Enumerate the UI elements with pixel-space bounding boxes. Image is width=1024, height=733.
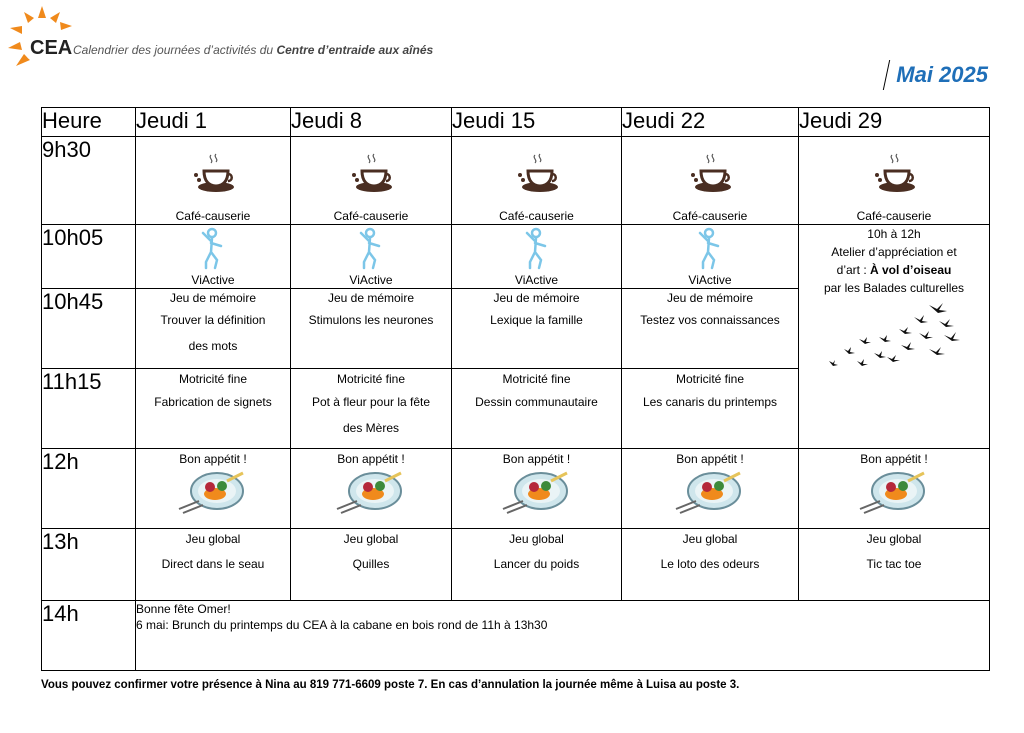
cafe-cell [622,137,799,225]
page-subtitle: Calendrier des journées d’activités du Centre d’entraide aux aînés [73,43,434,57]
jeu-global-label: Jeu global [682,532,738,546]
viactive-label: ViActive [514,273,559,287]
jeu-global-title: Le loto des odeurs [660,557,760,571]
time-label: 10h05 [42,225,136,289]
memoire-title-cont: des mots [188,339,238,353]
bon-appetit-label: Bon appétit ! [179,452,247,466]
viactive-cell [622,225,799,289]
meal-plate-icon [335,469,407,517]
viactive-label: ViActive [191,273,235,287]
viactive-label: ViActive [688,273,732,287]
col-header-day-4: Jeudi 22 [622,108,799,137]
motricite-label: Motricité fine [178,372,248,386]
stretching-person-icon [198,227,228,271]
atelier-line2: d’art : À vol d’oiseau [836,263,952,277]
cafe-cell [291,137,452,225]
meal-plate-icon [674,469,746,517]
memoire-title: Testez vos connaissances [640,313,780,327]
time-label: 11h15 [42,369,136,449]
jeu-global-cell [291,529,452,601]
jeu-global-title: Tic tac toe [866,557,922,571]
cafe-label: Café-causerie [856,209,932,223]
meal-plate-icon [177,469,249,517]
jeu-global-label: Jeu global [509,532,564,546]
jeu-global-label: Jeu global [185,532,241,546]
cafe-label: Café-causerie [499,209,574,223]
logo-text: CEA [30,37,73,59]
time-label: 9h30 [42,137,136,225]
cafe-cell [136,137,291,225]
col-header-day-1: Jeudi 1 [136,108,291,137]
motricite-label: Motricité fine [502,372,571,386]
stretching-person-icon [522,227,552,271]
row-12h [42,449,990,529]
cafe-label: Café-causerie [672,209,748,223]
memoire-label: Jeu de mémoire [327,291,415,305]
meal-cell [622,449,799,529]
jeu-global-cell [799,529,990,601]
coffee-cup-icon [513,151,561,195]
jeu-global-title: Lancer du poids [493,557,580,571]
time-label: 14h [42,601,136,671]
stretching-person-icon [356,227,386,271]
cafe-cell [452,137,622,225]
activity-calendar-table [41,107,990,671]
jeu-global-title: Quilles [352,557,390,571]
coffee-cup-icon [189,151,237,195]
jeu-global-label: Jeu global [866,532,922,546]
viactive-cell [452,225,622,289]
col-header-day-5: Jeudi 29 [799,108,990,137]
memoire-title: Lexique la famille [490,313,583,327]
memoire-cell [291,289,452,369]
motricite-title: Pot à fleur pour la fête [311,395,431,409]
meal-plate-icon [501,469,573,517]
footer-contact-note: Vous pouvez confirmer votre présence à Nina au 819 771-6609 poste 7. En cas d’annulation la journée même à Luisa au poste 3. [41,679,740,691]
atelier-line3: par les Balades culturelles [823,281,965,295]
memoire-label: Jeu de mémoire [493,291,580,305]
sun-logo-icon [6,4,78,70]
note-line: 6 mai: Brunch du printemps du CEA à la cabane en bois rond de 11h à 13h30 [136,618,548,632]
text-cursor [883,60,890,90]
bon-appetit-label: Bon appétit ! [502,452,571,466]
memoire-label: Jeu de mémoire [666,291,754,305]
motricite-cell [291,369,452,449]
row-13h [42,529,990,601]
flying-birds-icon [819,299,969,391]
bon-appetit-label: Bon appétit ! [337,452,405,466]
motricite-title: Les canaris du printemps [642,395,778,409]
coffee-cup-icon [870,151,918,195]
meal-cell [136,449,291,529]
motricite-cell [622,369,799,449]
motricite-label: Motricité fine [336,372,406,386]
coffee-cup-icon [686,151,734,195]
cafe-label: Café-causerie [175,209,251,223]
memoire-cell [622,289,799,369]
jeu-global-cell [136,529,291,601]
header-row [42,108,990,137]
viactive-label: ViActive [349,273,393,287]
jeu-global-label: Jeu global [343,532,399,546]
coffee-cup-icon [347,151,395,195]
time-label: 13h [42,529,136,601]
page-header [0,0,1024,100]
month-title: Mai 2025 [896,62,988,87]
row-10h05 [42,225,990,289]
motricite-title: Fabrication de signets [154,395,272,409]
bon-appetit-label: Bon appétit ! [860,452,928,466]
notes-cell [136,601,990,671]
col-header-day-2: Jeudi 8 [291,108,452,137]
viactive-cell [291,225,452,289]
meal-plate-icon [858,469,930,517]
meal-cell [291,449,452,529]
atelier-time: 10h à 12h [867,227,921,241]
atelier-line1: Atelier d’appréciation et [831,245,957,259]
viactive-cell [136,225,291,289]
memoire-cell [452,289,622,369]
time-label: 10h45 [42,289,136,369]
row-14h [42,601,990,671]
motricite-label: Motricité fine [675,372,745,386]
col-header-heure: Heure [42,108,136,137]
cafe-cell [799,137,990,225]
time-label: 12h [42,449,136,529]
memoire-label: Jeu de mémoire [169,291,257,305]
atelier-cell [799,225,990,449]
memoire-title: Stimulons les neurones [308,313,434,327]
memoire-cell [136,289,291,369]
jeu-global-cell [452,529,622,601]
jeu-global-cell [622,529,799,601]
motricite-cell [136,369,291,449]
motricite-cell [452,369,622,449]
bon-appetit-label: Bon appétit ! [676,452,744,466]
meal-cell [452,449,622,529]
note-line: Bonne fête Omer! [136,602,231,616]
row-9h30 [42,137,990,225]
col-header-day-3: Jeudi 15 [452,108,622,137]
stretching-person-icon [695,227,725,271]
meal-cell [799,449,990,529]
motricite-title: Dessin communautaire [475,395,598,409]
jeu-global-title: Direct dans le seau [161,557,265,571]
motricite-title-cont: des Mères [342,421,400,435]
cafe-label: Café-causerie [333,209,409,223]
memoire-title: Trouver la définition [160,313,266,327]
